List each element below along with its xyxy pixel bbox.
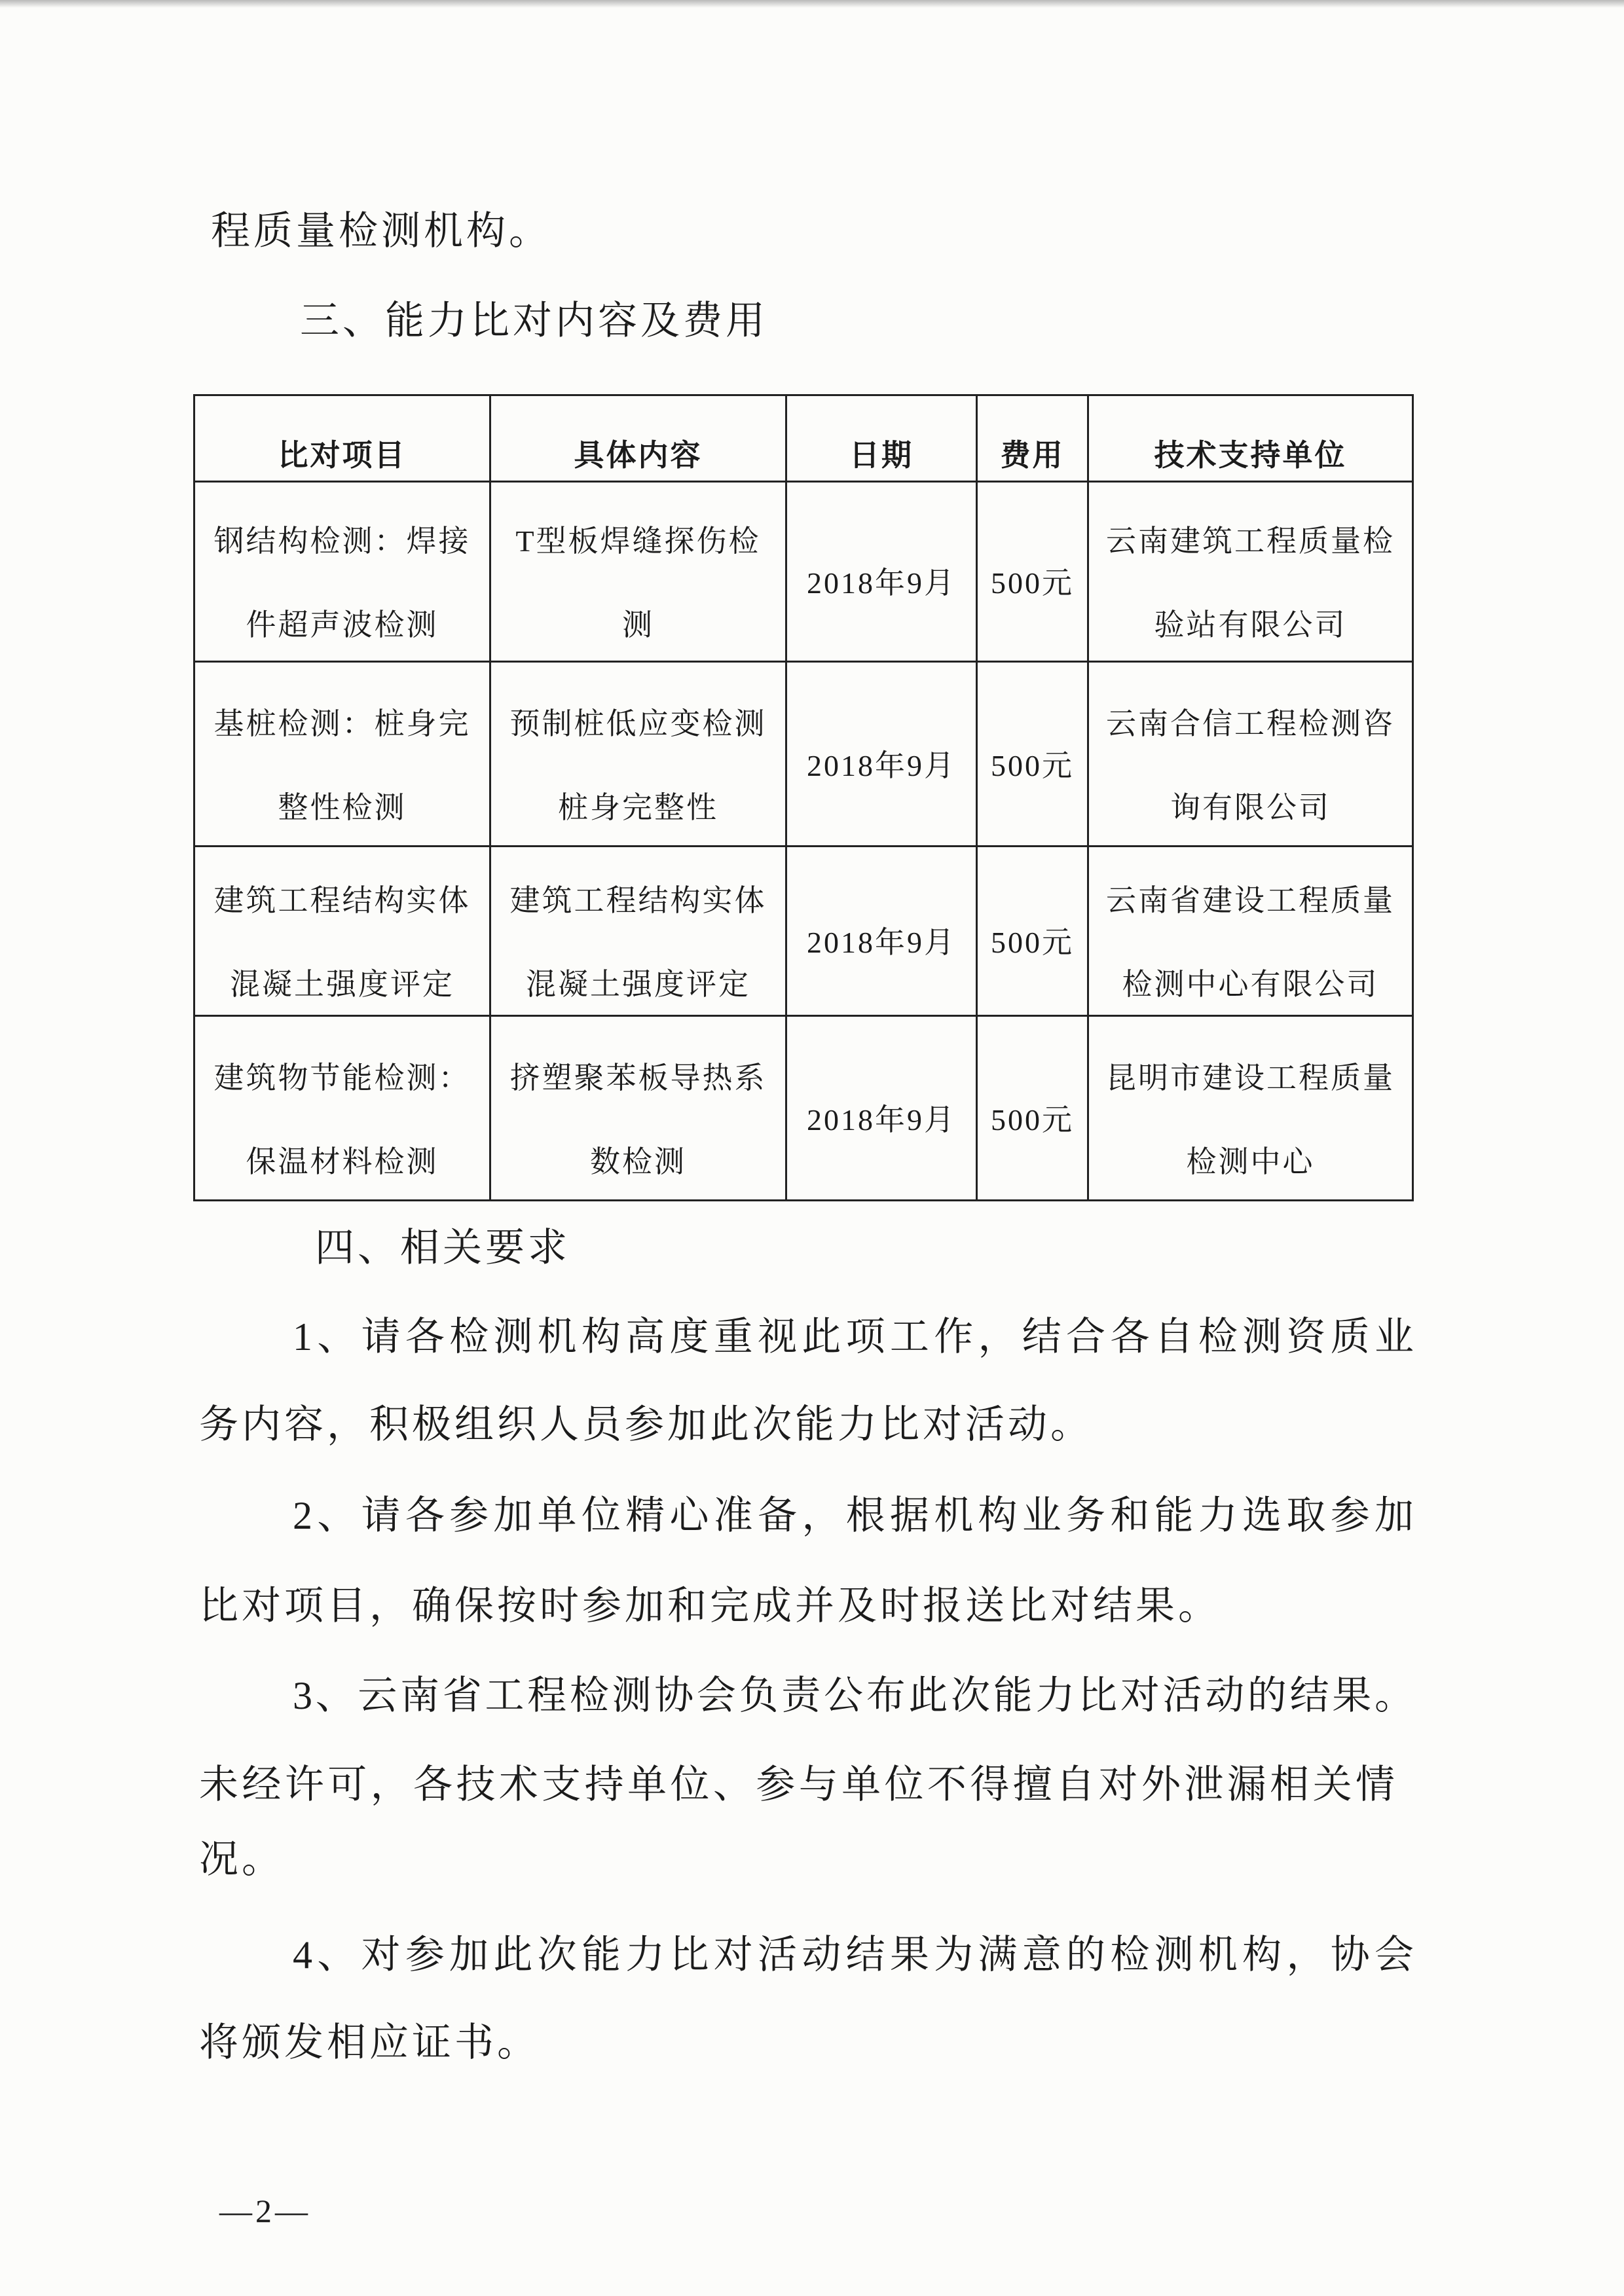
paragraph-line: 3、云南省工程检测协会负责公布此次能力比对活动的结果。 — [293, 1674, 1416, 1717]
table-cell-content — [491, 1017, 787, 1201]
paragraph-line: 1、请各检测机构高度重视此项工作，结合各自检测资质业 — [293, 1315, 1416, 1358]
header-label: 费用 — [1000, 438, 1065, 472]
cell-line: 询有限公司 — [1170, 790, 1331, 824]
cell-line: 2018年9月 — [807, 926, 956, 959]
table-cell-content — [491, 483, 787, 663]
cell-line: 检测中心有限公司 — [1122, 968, 1379, 1001]
table-header-support-unit — [1089, 396, 1414, 483]
table-cell-support-unit — [1089, 847, 1414, 1017]
cell-line: 500元 — [991, 1102, 1074, 1137]
cell-line: 混凝土强度评定 — [230, 968, 454, 1001]
table-cell-date — [787, 847, 978, 1017]
paragraph-line: 未经许可，各技术支持单位、参与单位不得擅自对外泄漏相关情 — [199, 1763, 1397, 1806]
table-cell-content — [491, 663, 787, 847]
paragraph-line: 务内容，积极组织人员参加此次能力比对活动。 — [199, 1403, 1093, 1446]
header-label: 具体内容 — [574, 438, 703, 472]
cell-line: 桩身完整性 — [558, 790, 718, 824]
table-cell-date — [787, 663, 978, 847]
page-number: —2— — [219, 2193, 311, 2229]
cell-line: 建筑工程结构实体 — [509, 884, 767, 917]
cell-line: 检测中心 — [1186, 1144, 1315, 1178]
table-header-item — [195, 396, 491, 483]
comparison-table — [193, 394, 1414, 1201]
header-label: 比对项目 — [278, 438, 407, 472]
cell-line: 云南合信工程检测咨 — [1106, 706, 1395, 740]
table-header-fee — [978, 396, 1089, 483]
paragraph-line: 况。 — [199, 1838, 284, 1881]
paragraph-line: 4、对参加此次能力比对活动结果为满意的检测机构，协会 — [293, 1933, 1416, 1977]
continuation-line: 程质量检测机构。 — [211, 210, 551, 253]
table-header-date — [787, 396, 978, 483]
table-cell-item — [195, 663, 491, 847]
table-cell-support-unit — [1089, 1017, 1414, 1201]
table-cell-item — [195, 847, 491, 1017]
paragraph-line: 将颁发相应证书。 — [199, 2021, 540, 2064]
table-cell-item — [195, 1017, 491, 1201]
cell-line: 钢结构检测：焊接 — [213, 524, 471, 558]
cell-line: 建筑工程结构实体 — [213, 884, 471, 917]
paragraph-line: 2、请各参加单位精心准备，根据机构业务和能力选取参加 — [293, 1494, 1416, 1537]
cell-line: 整性检测 — [278, 790, 407, 824]
cell-line: 云南建筑工程质量检 — [1106, 524, 1395, 558]
table-cell-fee — [978, 847, 1089, 1017]
section-heading-4: 四、相关要求 — [315, 1226, 570, 1269]
table-cell-date — [787, 1017, 978, 1201]
table-cell-support-unit — [1089, 483, 1414, 663]
cell-line: 挤塑聚苯板导热系 — [509, 1061, 767, 1095]
cell-line: 预制桩低应变检测 — [509, 706, 767, 740]
cell-line: 2018年9月 — [807, 748, 956, 782]
table-cell-fee — [978, 663, 1089, 847]
header-label: 日期 — [849, 438, 913, 472]
cell-line: 件超声波检测 — [246, 608, 439, 642]
cell-line: 数检测 — [590, 1144, 686, 1178]
cell-line: 2018年9月 — [807, 566, 956, 600]
table-cell-item — [195, 483, 491, 663]
cell-line: 昆明市建设工程质量 — [1106, 1061, 1395, 1095]
scan-edge — [0, 0, 1624, 8]
table-cell-fee — [978, 1017, 1089, 1201]
cell-line: 测 — [622, 608, 654, 642]
cell-line: T型板焊缝探伤检 — [515, 524, 761, 558]
cell-line: 混凝土强度评定 — [526, 968, 750, 1001]
cell-line: 2018年9月 — [807, 1102, 956, 1137]
cell-line: 500元 — [991, 926, 1074, 959]
table-cell-fee — [978, 483, 1089, 663]
cell-line: 建筑物节能检测： — [213, 1061, 471, 1095]
cell-line: 500元 — [991, 566, 1074, 600]
cell-line: 云南省建设工程质量 — [1106, 884, 1395, 917]
cell-line: 500元 — [991, 748, 1074, 782]
table-cell-date — [787, 483, 978, 663]
table-cell-content — [491, 847, 787, 1017]
cell-line: 验站有限公司 — [1154, 608, 1347, 642]
table-header-content — [491, 396, 787, 483]
cell-line: 基桩检测：桩身完 — [213, 706, 471, 740]
header-label: 技术支持单位 — [1154, 438, 1347, 472]
section-heading-3: 三、能力比对内容及费用 — [300, 299, 768, 342]
table-cell-support-unit — [1089, 663, 1414, 847]
paragraph-line: 比对项目，确保按时参加和完成并及时报送比对结果。 — [199, 1584, 1221, 1628]
cell-line: 保温材料检测 — [246, 1144, 439, 1178]
